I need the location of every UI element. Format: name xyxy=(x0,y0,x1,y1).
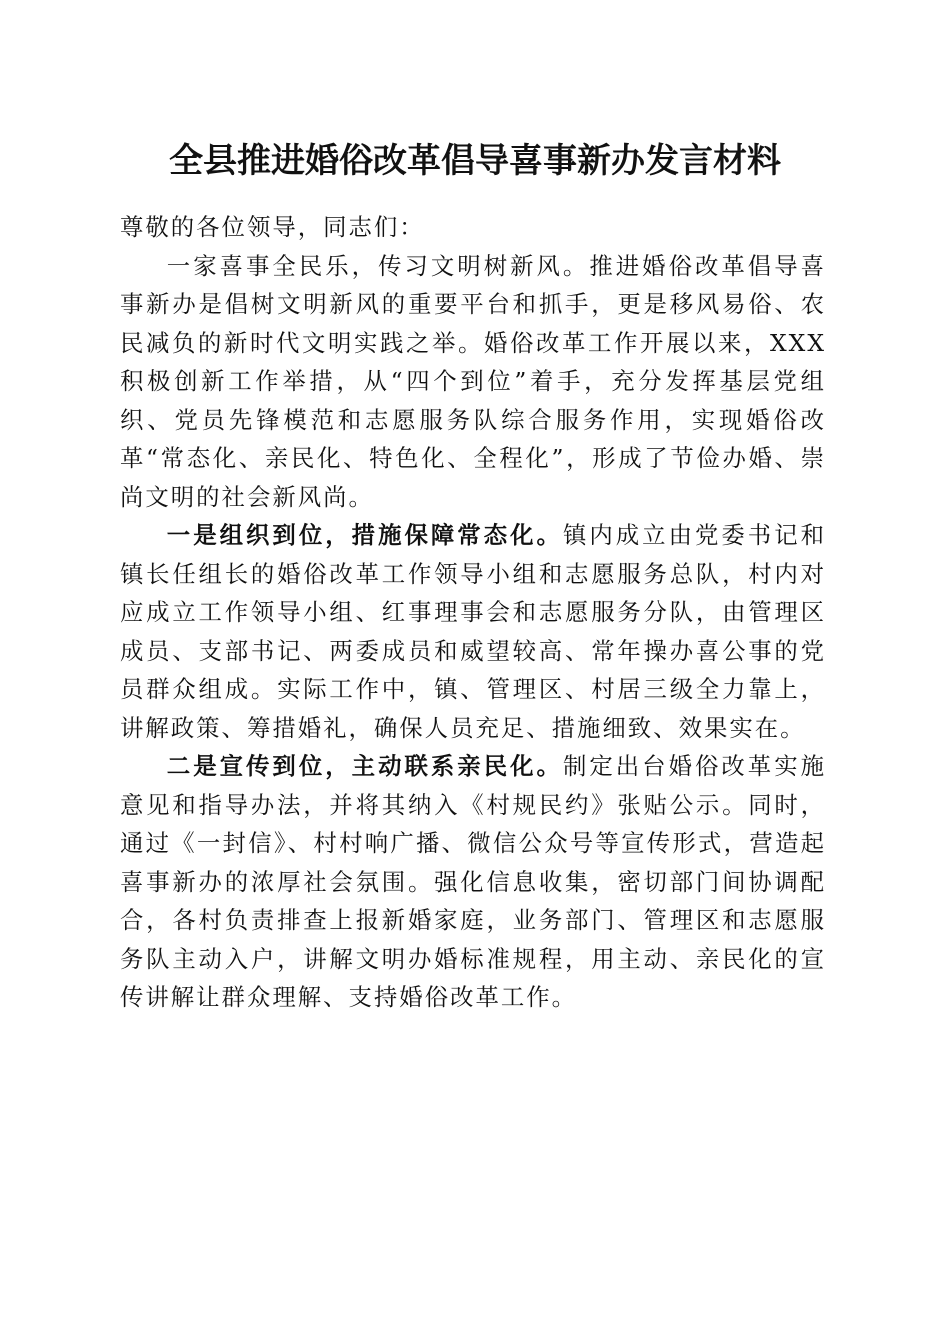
document-body xyxy=(120,208,826,1017)
paragraph-lead: 二是宣传到位，主动联系亲民化。 xyxy=(166,752,563,780)
paragraph-publicity xyxy=(120,747,826,1017)
document-title: 全县推进婚俗改革倡导喜事新办发言材料 xyxy=(169,141,781,181)
greeting: 尊敬的各位领导，同志们： xyxy=(120,213,425,241)
paragraph-text: 镇内成立由党委书记和镇长任组长的婚俗改革工作领导小组和志愿服务总队，村内对应成立工作领导小组、红事理事会和志愿服务分队，由管理区成员、支部书记、两委成员和威望较高、常年操办喜公事的党员群众组成。实际工作中，镇、管理区、村居三级全力靠上，讲解政策、筹措婚礼，确保人员充足、措施细致、效果实在。 xyxy=(120,521,827,742)
paragraph-intro xyxy=(120,247,826,517)
paragraph-text: 一家喜事全民乐，传习文明树新风。推进婚俗改革倡导喜事新办是倡树文明新风的重要平台和抓手，更是移风易俗、农民减负的新时代文明实践之举。婚俗改革工作开展以来，XXX积极创新工作举措，从“四个到位”着手，充分发挥基层党组织、党员先锋模范和志愿服务队综合服务作用，实现婚俗改革“常态化、亲民化、特色化、全程化”，形成了节俭办婚、崇尚文明的社会新风尚。 xyxy=(120,251,826,511)
paragraph-text: 制定出台婚俗改革实施意见和指导办法，并将其纳入《村规民约》张贴公示。同时，通过《一封信》、村村响广播、微信公众号等宣传形式，营造起喜事新办的浓厚社会氛围。强化信息收集，密切部门间协调配合，各村负责排查上报新婚家庭，业务部门、管理区和志愿服务队主动入户，讲解文明办婚标准规程，用主动、亲民化的宣传讲解让群众理解、支持婚俗改革工作。 xyxy=(120,752,827,1011)
paragraph-organization xyxy=(120,516,826,747)
paragraph-lead: 一是组织到位，措施保障常态化。 xyxy=(166,521,563,549)
